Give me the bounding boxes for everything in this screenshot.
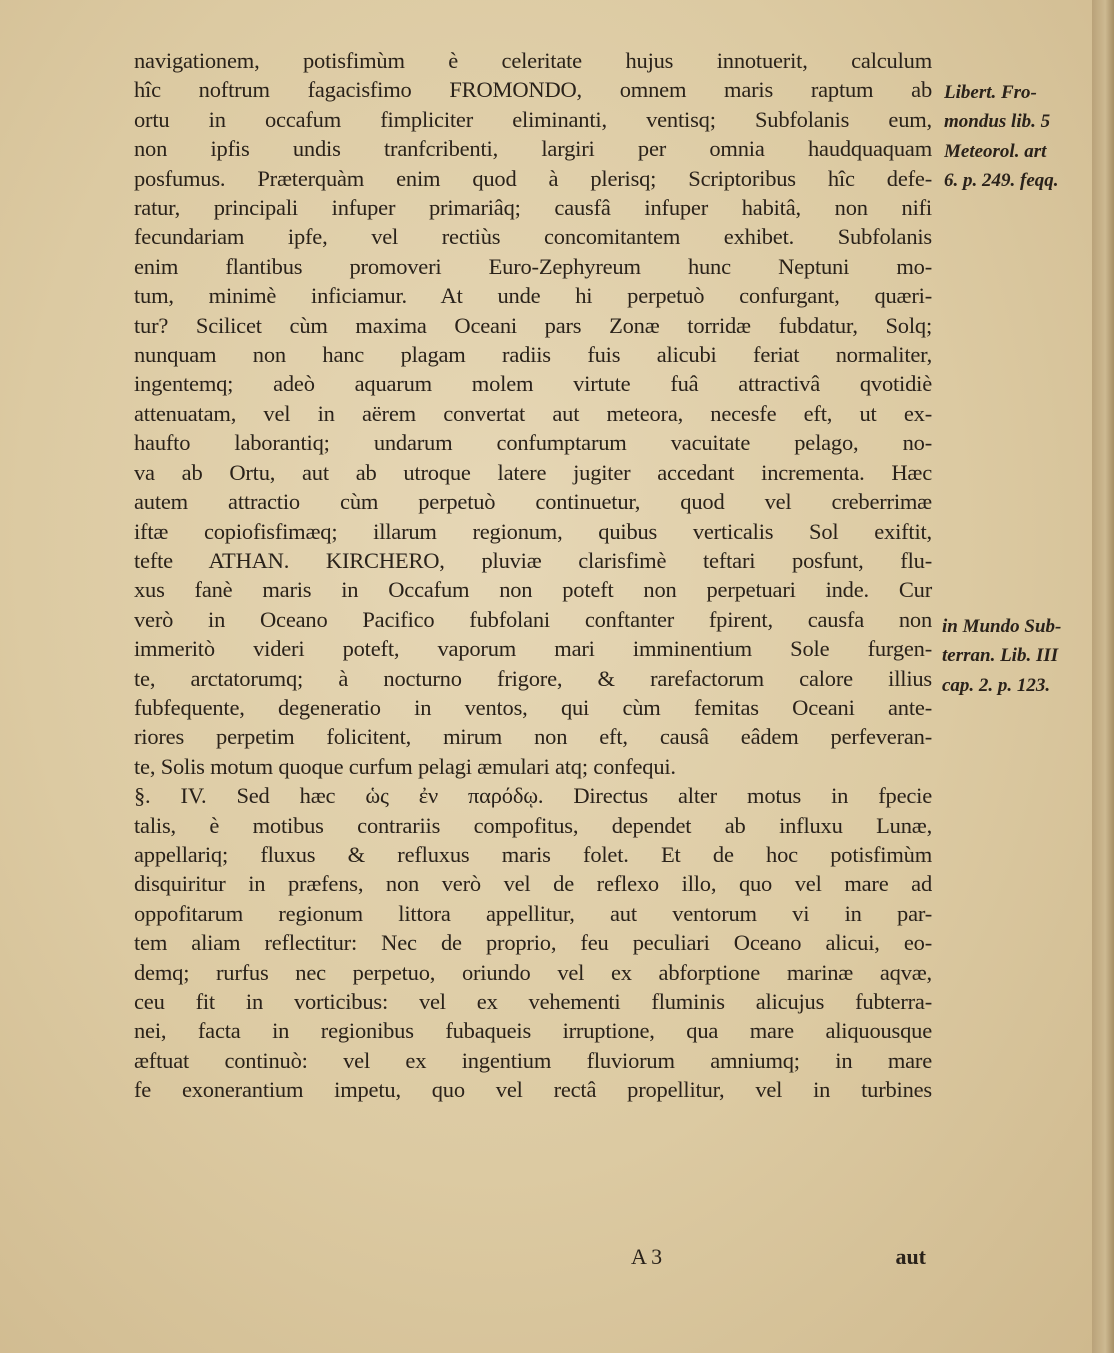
- margin-note-fromondus: [944, 78, 1092, 196]
- text-line: tur? Scilicet cùm maxima Oceani pars Zonæ torridæ fubdatur, Solq;: [134, 312, 932, 338]
- text-line: xus fanè maris in Occafum non poteft non perpetuari inde. Cur: [134, 577, 932, 603]
- catchword: aut: [895, 1244, 926, 1269]
- margin-note-line: mondus lib. 5: [944, 111, 1051, 133]
- text-line: posfumus. Præterquàm enim quod à plerisq; Scriptoribus hîc defe-: [134, 165, 932, 191]
- text-line: fecundariam ipfe, vel rectiùs concomitantem exhibet. Subfolanis: [134, 224, 932, 250]
- text-line: verò in Oceano Pacifico fubfolani conftanter fpirent, causfa non: [134, 606, 932, 632]
- text-line: ratur, principali infuper primariâq; causfâ infuper habitâ, non nifi: [134, 195, 932, 221]
- text-line: disquiritur in præfens, non verò vel de reflexo illo, quo vel mare ad: [134, 871, 932, 897]
- margin-note-line: Libert. Fro-: [944, 82, 1037, 103]
- margin-note-line: terran. Lib. III: [942, 645, 1059, 667]
- text-line: demq; rurfus nec perpetuo, oriundo vel ex abforptione marinæ aqvæ,: [134, 959, 932, 985]
- text-line: te, arctatorumq; à nocturno frigore, & rarefactorum calore illius: [134, 665, 932, 691]
- text-line: nei, facta in regionibus fubaqueis irruptione, qua mare aliquousque: [134, 1018, 932, 1044]
- text-line: fe exonerantium impetu, quo vel rectâ propellitur, vel in turbines: [134, 1077, 932, 1103]
- text-line: enim flantibus promoveri Euro-Zephyreum hunc Neptuni mo-: [134, 253, 932, 279]
- text-line: te, Solis motum quoque curfum pelagi æmulari atq; confequi.: [134, 753, 676, 779]
- page-edge: [1092, 0, 1114, 1353]
- text-line: talis, è motibus contrariis compofitus, dependet ab influxu Lunæ,: [134, 812, 932, 838]
- text-line: fubfequente, degeneratio in ventos, qui cùm femitas Oceani ante-: [134, 694, 932, 720]
- text-line: æftuat continuò: vel ex ingentium fluviorum amniumq; in mare: [134, 1047, 932, 1073]
- text-line: ortu in occafum fimpliciter eliminanti, ventisq; Subfolanis eum,: [134, 106, 932, 132]
- page-footer: [134, 1244, 932, 1274]
- main-text-block: [134, 46, 932, 1105]
- margin-note-kircher: [942, 612, 1092, 700]
- text-line: appellariq; fluxus & refluxus maris folet. Et de hoc potisfimùm: [134, 841, 932, 867]
- margin-note-line: 6. p. 249. feqq.: [944, 170, 1059, 192]
- text-line: nunquam non hanc plagam radiis fuis alicubi feriat normaliter,: [134, 342, 932, 368]
- margin-note-line: cap. 2. p. 123.: [942, 674, 1051, 696]
- text-line: §. IV. Sed hæc ὡς ἐν παρόδῳ. Directus alter motus in fpecie: [134, 783, 932, 809]
- text-line: ceu fit in vorticibus: vel ex vehementi fluminis alicujus fubterra-: [134, 989, 932, 1014]
- text-line: tum, minimè inficiamur. At unde hi perpetuò confurgant, quæri-: [134, 283, 932, 309]
- text-line: attenuatam, vel in aërem convertat aut meteora, necesfe eft, ut ex-: [134, 400, 932, 426]
- text-line: immeritò videri poteft, vaporum mari imminentium Sole furgen-: [134, 636, 932, 662]
- text-line: iftæ copiofisfimæq; illarum regionum, quibus verticalis Sol exiftit,: [134, 518, 932, 544]
- text-line: ingentemq; adeò aquarum molem virtute fuâ attractivâ qvotidiè: [134, 371, 932, 397]
- text-line: haufto laborantiq; undarum confumptarum vacuitate pelago, no-: [134, 430, 932, 456]
- text-line: va ab Ortu, aut ab utroque latere jugiter accedant incrementa. Hæc: [134, 459, 932, 485]
- margin-note-line: in Mundo Sub-: [942, 616, 1062, 637]
- text-line: tefte ATHAN. KIRCHERO, pluviæ clarisfimè teftari posfunt, flu-: [134, 547, 932, 573]
- text-line: tem aliam reflectitur: Nec de proprio, feu peculiari Oceano alicui, eo-: [134, 930, 932, 956]
- text-line: navigationem, potisfimùm è celeritate hujus innotuerit, calculum: [134, 48, 932, 73]
- text-line: autem attractio cùm perpetuò continuetur, quod vel creberrimæ: [134, 489, 932, 515]
- margin-note-line: Meteorol. art: [944, 140, 1047, 162]
- text-line: non ipfis undis tranfcribenti, largiri per omnia haudquaquam: [134, 136, 932, 162]
- text-line: hîc noftrum fagacisfimo FROMONDO, omnem maris raptum ab: [134, 77, 932, 103]
- text-line: oppofitarum regionum littora appellitur, aut ventorum vi in par-: [134, 900, 932, 926]
- signature-mark: A 3: [631, 1244, 663, 1269]
- text-line: riores perpetim folicitent, mirum non eft, causâ eâdem perfeveran-: [134, 724, 932, 750]
